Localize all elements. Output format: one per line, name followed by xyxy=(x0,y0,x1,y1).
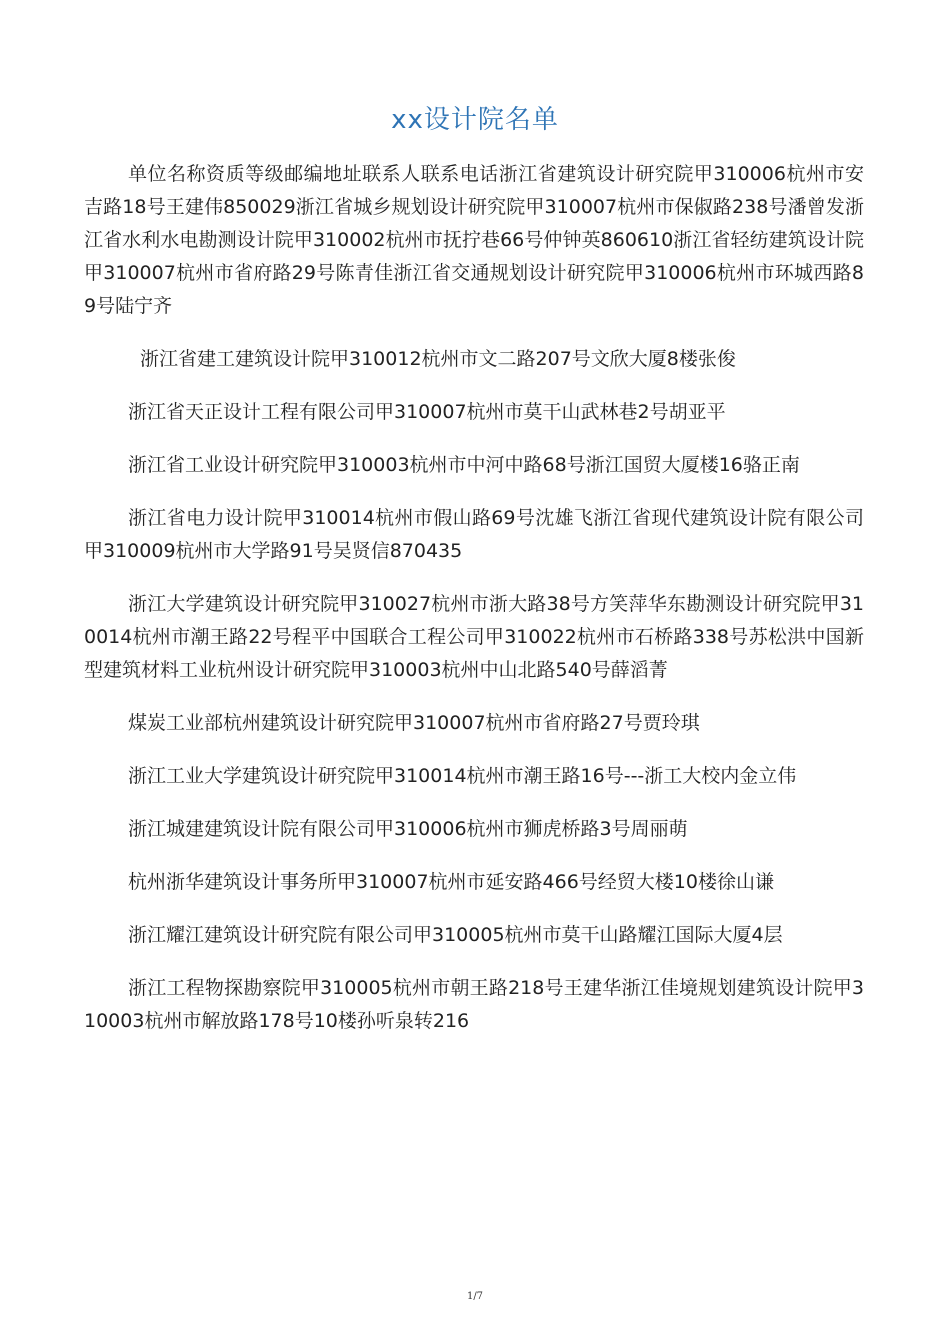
paragraph-entry: 浙江省天正设计工程有限公司甲310007杭州市莫干山武林巷2号胡亚平 xyxy=(128,401,726,423)
paragraph-entry: 浙江耀江建筑设计研究院有限公司甲310005杭州市莫干山路耀江国际大厦4层 xyxy=(128,924,783,946)
paragraph-entry: 煤炭工业部杭州建筑设计研究院甲310007杭州市省府路27号贾玲琪 xyxy=(128,712,700,734)
paragraph-entry: 浙江省建工建筑设计院甲310012杭州市文二路207号文欣大厦8楼张俊 xyxy=(140,348,736,370)
page-number: 1/7 xyxy=(466,1291,484,1302)
document-title: xx设计院名单 xyxy=(391,105,559,135)
paragraph-entry: 浙江工程物探勘察院甲310005杭州市朝王路218号王建华浙江佳境规划建筑设计院甲310003杭州市解放路178号10楼孙听泉转216 xyxy=(84,977,864,1032)
paragraph-entry: 浙江省电力设计院甲310014杭州市假山路69号沈雄飞浙江省现代建筑设计院有限公司甲310009杭州市大学路91号吴贤信870435 xyxy=(84,507,864,562)
paragraph-entry: 浙江城建建筑设计院有限公司甲310006杭州市狮虎桥路3号周丽萌 xyxy=(128,818,688,840)
paragraph-entry: 浙江省工业设计研究院甲310003杭州市中河中路68号浙江国贸大厦楼16骆正南 xyxy=(128,454,800,476)
paragraph-entry: 浙江工业大学建筑设计研究院甲310014杭州市潮王路16号---浙工大校内金立伟 xyxy=(128,765,797,787)
paragraph-entry: 浙江大学建筑设计研究院甲310027杭州市浙大路38号方笑萍华东勘测设计研究院甲310014杭州市潮王路22号程平中国联合工程公司甲310022杭州市石桥路338号苏松洪中国新型建筑材料工业杭州设计研究院甲310003杭州中山北路540号薛滔菁 xyxy=(84,593,864,681)
paragraph-entry: 杭州浙华建筑设计事务所甲310007杭州市延安路466号经贸大楼10楼徐山谦 xyxy=(128,871,774,893)
document-body xyxy=(84,158,864,1058)
paragraph-intro-list: 单位名称资质等级邮编地址联系人联系电话浙江省建筑设计研究院甲310006杭州市安吉路18号王建伟850029浙江省城乡规划设计研究院甲310007杭州市保俶路238号潘曾发浙江省水利水电勘测设计院甲310002杭州市抚拧巷66号仲钟英860610浙江省轻纺建筑设计院甲310007杭州市省府路29号陈青佳浙江省交通规划设计研究院甲310006杭州市环城西路89号陆宁齐 xyxy=(84,163,864,317)
